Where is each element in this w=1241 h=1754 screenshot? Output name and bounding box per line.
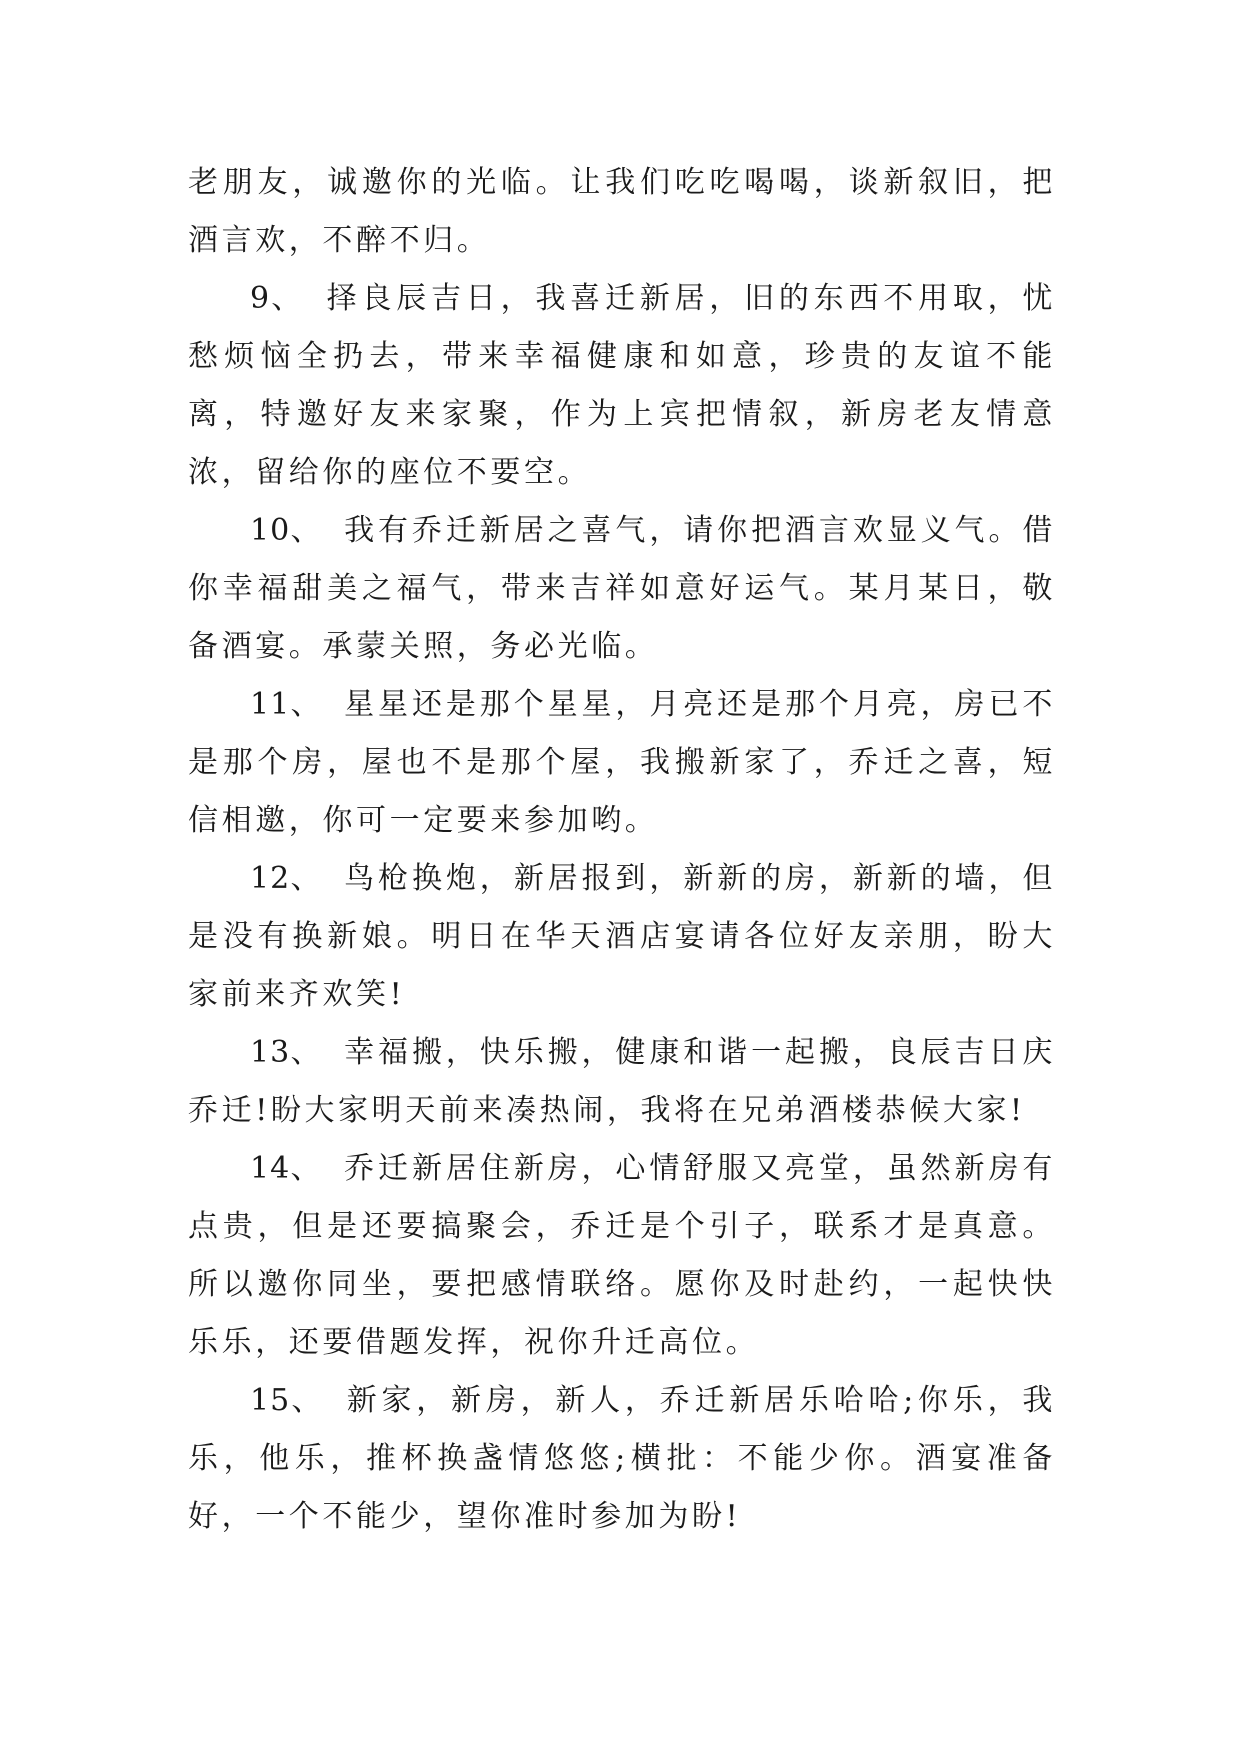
paragraph-number: 12、: [250, 861, 322, 896]
paragraph-text: 星星还是那个星星，月亮还是那个月亮，房已不是那个房，屋也不是那个屋，我搬新家了，乔迁之喜，短信相邀，你可一定要来参加哟。: [188, 687, 1056, 838]
paragraph-text: 老朋友，诚邀你的光临。让我们吃吃喝喝，谈新叙旧，把酒言欢，不醉不归。: [188, 165, 1056, 258]
paragraph-number: 10、: [250, 513, 322, 548]
document-body: [188, 154, 1056, 1546]
paragraph-14: [188, 1140, 1056, 1372]
paragraph-9: [188, 270, 1056, 502]
paragraph-10: [188, 502, 1056, 676]
paragraph-continued: [188, 154, 1056, 270]
paragraph-text: 乔迁新居住新房，心情舒服又亮堂，虽然新房有点贵，但是还要搞聚会，乔迁是个引子，联系才是真意。所以邀你同坐，要把感情联络。愿你及时赴约，一起快快乐乐，还要借题发挥，祝你升迁高位。: [188, 1151, 1056, 1360]
paragraph-11: [188, 676, 1056, 850]
paragraph-13: [188, 1024, 1056, 1140]
paragraph-number: 11、: [250, 687, 322, 722]
paragraph-number: 15、: [250, 1383, 324, 1418]
paragraph-number: 9、: [250, 281, 304, 316]
paragraph-text: 择良辰吉日，我喜迁新居，旧的东西不用取，忧愁烦恼全扔去，带来幸福健康和如意，珍贵的友谊不能离，特邀好友来家聚，作为上宾把情叙，新房老友情意浓，留给你的座位不要空。: [188, 281, 1056, 490]
paragraph-12: [188, 850, 1056, 1024]
paragraph-number: 13、: [250, 1035, 322, 1070]
paragraph-text: 幸福搬，快乐搬，健康和谐一起搬，良辰吉日庆乔迁!盼大家明天前来凑热闹，我将在兄弟酒楼恭候大家!: [188, 1035, 1056, 1128]
paragraph-text: 我有乔迁新居之喜气，请你把酒言欢显义气。借你幸福甜美之福气，带来吉祥如意好运气。某月某日，敬备酒宴。承蒙关照，务必光临。: [188, 513, 1056, 664]
paragraph-15: [188, 1372, 1056, 1546]
paragraph-number: 14、: [250, 1151, 322, 1186]
paragraph-text: 新家，新房，新人，乔迁新居乐哈哈;你乐，我乐，他乐，推杯换盏情悠悠;横批：不能少你。酒宴准备好，一个不能少，望你准时参加为盼!: [188, 1383, 1056, 1534]
paragraph-text: 鸟枪换炮，新居报到，新新的房，新新的墙，但是没有换新娘。明日在华天酒店宴请各位好友亲朋，盼大家前来齐欢笑!: [188, 861, 1056, 1012]
